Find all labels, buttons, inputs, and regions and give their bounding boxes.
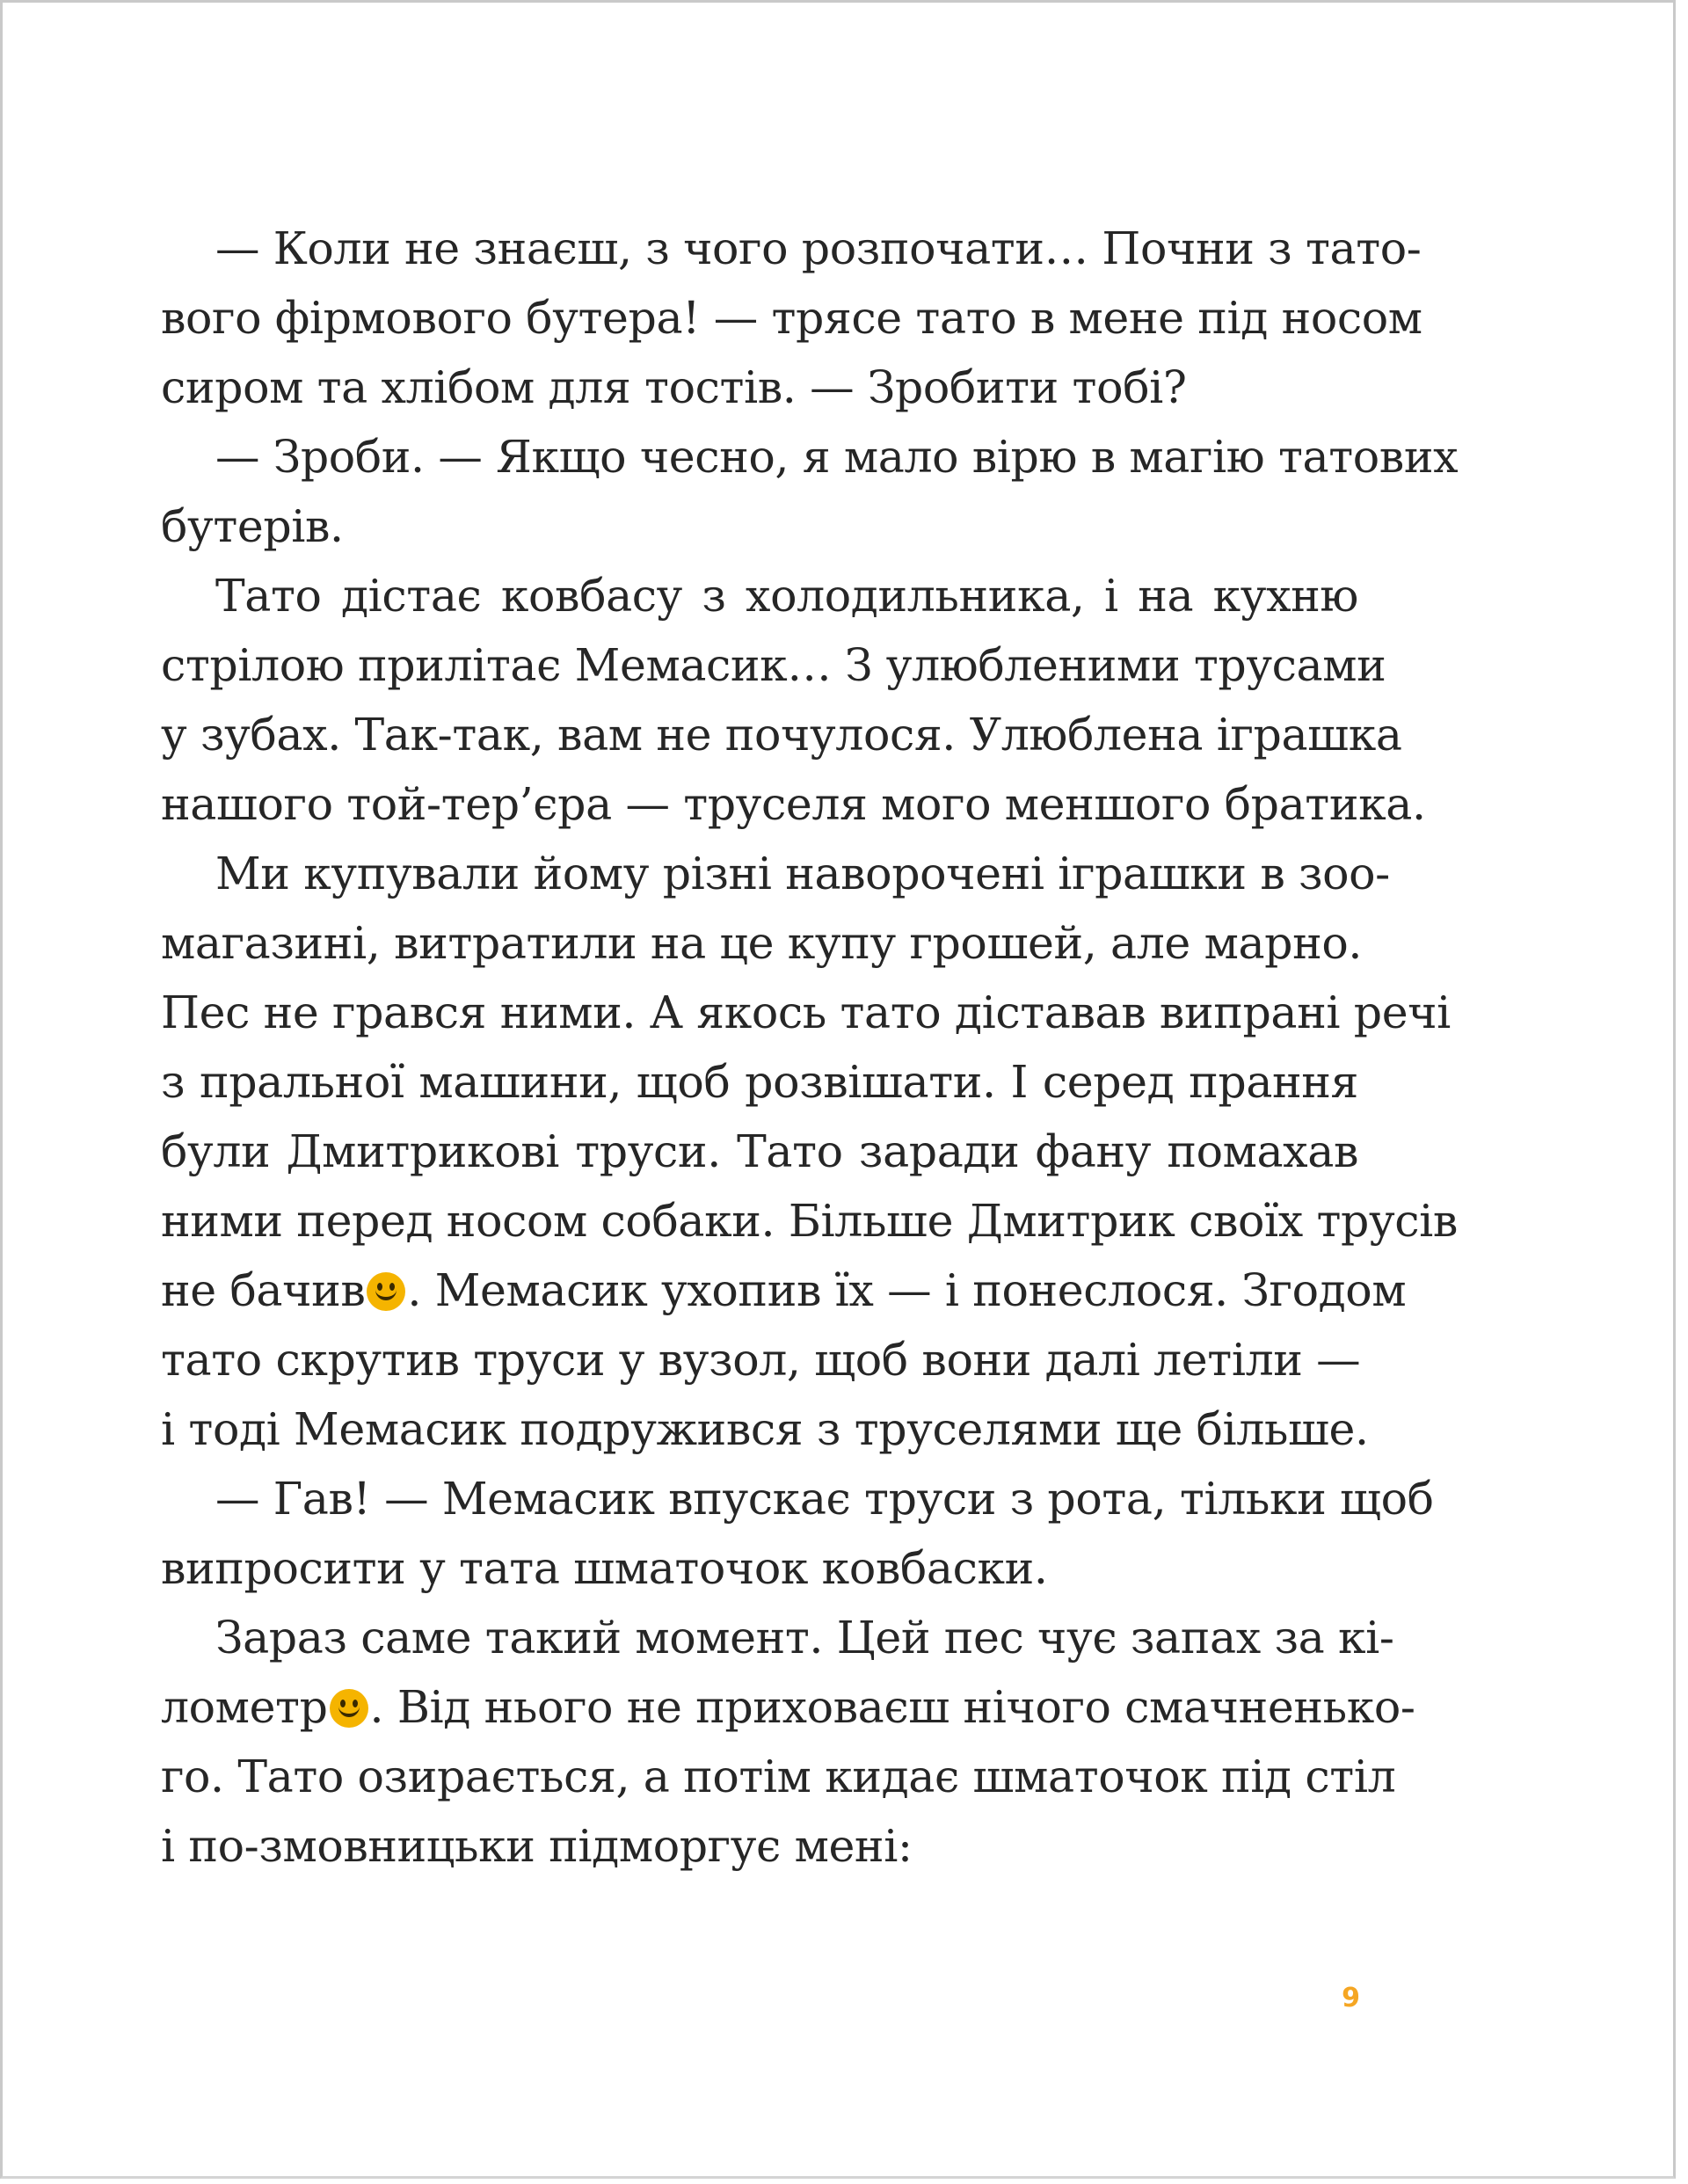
text-line-with-smiley bbox=[161, 1672, 1415, 1742]
line-segment: . Від нього не приховаєш нічого смачненько- bbox=[369, 1681, 1415, 1733]
text-line: випросити у тата шматочок ковбаски. bbox=[161, 1542, 1048, 1594]
text-line: го. Тато озирається, а потім кидає шматочок під стіл bbox=[161, 1751, 1396, 1802]
body-text bbox=[161, 214, 1459, 1881]
line-segment: . Мемасик ухопив їх — і понеслося. Згодом bbox=[407, 1264, 1407, 1316]
text-line: стрілою прилітає Мемасик… З улюбленими трусами bbox=[161, 639, 1386, 691]
text-line: у зубах. Так-так, вам не почулося. Улюблена іграшка bbox=[161, 709, 1402, 761]
smiley-face-icon bbox=[367, 1272, 405, 1311]
text-line: — Гав! — Мемасик впускає труси з рота, тільки щоб bbox=[215, 1473, 1434, 1525]
line-segment: не бачив bbox=[161, 1264, 366, 1316]
text-line: і по-змовницьки підморгує мені: bbox=[161, 1820, 913, 1872]
text-line: магазині, витратили на це купу грошей, але марно. bbox=[161, 917, 1362, 969]
text-line: Пес не грався ними. А якось тато діставав випрані речі bbox=[161, 986, 1451, 1038]
text-line: — Зроби. — Якщо чесно, я мало вірю в магію татових bbox=[215, 431, 1459, 483]
text-line: з пральної машини, щоб розвішати. І серед прання bbox=[161, 1056, 1358, 1108]
text-line: тато скрутив труси у вузол, щоб вони далі летіли — bbox=[161, 1334, 1361, 1386]
text-line-with-smiley bbox=[161, 1256, 1407, 1325]
text-line: вого фірмового бутера! — трясе тато в мене під носом bbox=[161, 292, 1422, 344]
text-line: Ми купували йому різні наворочені іграшки в зоо- bbox=[215, 848, 1390, 899]
text-line: Зараз саме такий момент. Цей пес чує запах за кі- bbox=[215, 1612, 1394, 1663]
text-line: бутерів. bbox=[161, 500, 344, 552]
smiley-face-icon bbox=[330, 1689, 368, 1728]
text-line: були Дмитрикові труси. Тато заради фану помахав bbox=[161, 1125, 1358, 1177]
text-line: і тоді Мемасик подружився з труселями ще більше. bbox=[161, 1403, 1369, 1455]
text-line: Тато дістає ковбасу з холодильника, і на кухню bbox=[215, 570, 1358, 622]
text-line: ними перед носом собаки. Більше Дмитрик своїх трусів bbox=[161, 1195, 1458, 1247]
text-line: — Коли не знаєш, з чого розпочати… Почни з тато- bbox=[215, 222, 1422, 274]
text-line: нашого той-тер’єра — труселя мого меншого братика. bbox=[161, 778, 1426, 830]
line-segment: лометр bbox=[161, 1681, 328, 1733]
page-number: 9 bbox=[1342, 1983, 1360, 2013]
text-line: сиром та хлібом для тостів. — Зробити тобі? bbox=[161, 361, 1187, 413]
